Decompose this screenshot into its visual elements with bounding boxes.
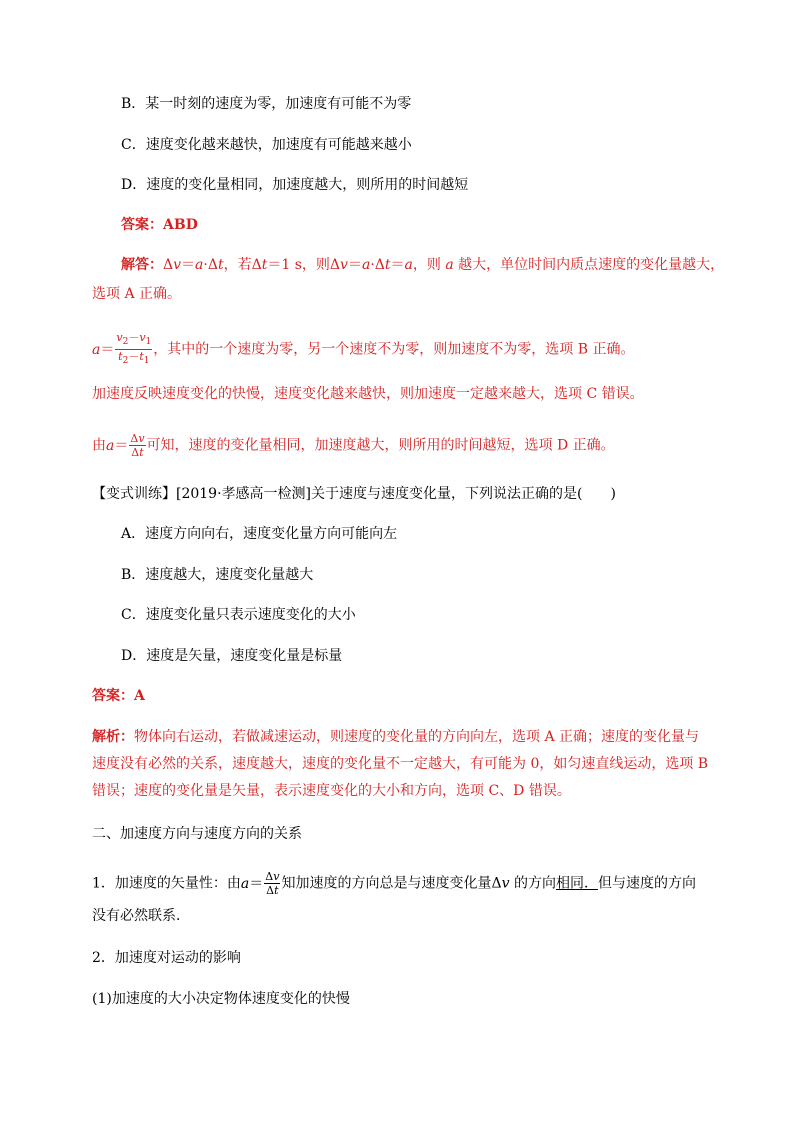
explanation-1-line-5: [92, 432, 615, 459]
underlined-answer: 相同．: [555, 875, 598, 892]
text-segment: 物体向右运动，若做减速运动，则速度的变化量的方向向左，选项 A 正确；速度的变化量与: [134, 729, 700, 745]
variant-option-b: B．速度越大，速度变化量越大: [121, 567, 314, 583]
variant-option-a: A．速度方向向右，速度变化量方向可能向左: [121, 526, 398, 542]
explanation-1-line-1: [121, 255, 724, 275]
section-item-2: 2．加速度对运动的影响: [92, 950, 241, 966]
variant-option-c: C．速度变化量只表示速度变化的大小: [121, 607, 356, 623]
section-item-2-1: (1)加速度的大小决定物体速度变化的快慢: [92, 991, 350, 1007]
answer-2: 答案：A: [92, 688, 145, 704]
option-d: D．速度的变化量相同，加速度越大，则所用的时间越短: [121, 177, 469, 193]
explanation-1-line-4: 加速度反映速度变化的快慢，速度变化越来越快，则加速度一定越来越大，选项 C 错误。: [92, 386, 644, 402]
text-segment: 知加速度的方向总是与速度变化量Δ: [281, 875, 502, 892]
formula-a-delta-2: a＝ $\frac{\Delta v}{\Delta t}$: [240, 870, 280, 897]
text-segment: ，单位时间内质点速度的变化量越大，: [486, 257, 725, 273]
section-item-1-line-2: 没有必然联系．: [92, 908, 190, 924]
formula-dv: Δv＝a·Δt: [163, 257, 224, 273]
variable-v: v: [501, 875, 510, 892]
formula-dt: Δt＝1 s，则Δv＝a·Δt＝a，则 a 越大: [251, 257, 487, 273]
text-segment: 可知，速度的变化量相同，加速度越大，则所用的时间越短，选项 D 正确。: [146, 437, 615, 454]
explanation-2-line-2: 速度没有必然的关系，速度越大，速度的变化量不一定越大，有可能为 0，如匀速直线运动，选项 B: [92, 756, 709, 772]
explanation-label: 解答：: [121, 257, 163, 273]
section-item-1: [92, 870, 696, 897]
explanation-2-label: 解析：: [92, 729, 134, 745]
text-segment: 的方向: [513, 875, 556, 892]
option-b: B．某一时刻的速度为零，加速度有可能不为零: [121, 96, 412, 112]
explanation-1-line-3: [92, 331, 634, 368]
variant-option-d: D．速度是矢量，速度变化量是标量: [121, 648, 343, 664]
explanation-2-line-1: [92, 727, 699, 747]
text-segment: ，若: [223, 257, 252, 273]
text-segment: 但与速度的方向: [597, 875, 696, 892]
text-segment: 1．加速度的矢量性：由: [92, 875, 241, 892]
text-segment: ，其中的一个速度为零，另一个速度不为零，则加速度不为零，选项 B 正确。: [153, 341, 635, 358]
formula-a-fraction: a＝ $\frac{v_2-v_1}{t_2-t_1}$: [92, 331, 152, 366]
explanation-1-line-2: 选项 A 正确。: [92, 286, 182, 302]
variant-title: 【变式训练】[2019·孝感高一检测]关于速度与速度变化量，下列说法正确的是( ): [92, 486, 616, 502]
explanation-2-line-3: 错误；速度的变化量是矢量，表示速度变化的大小和方向，选项 C、D 错误。: [92, 783, 571, 799]
option-c: C．速度变化越来越快，加速度有可能越来越小: [121, 137, 412, 153]
answer-1: 答案：ABD: [121, 217, 198, 233]
text-segment: 由: [92, 437, 106, 454]
section-heading: 二、加速度方向与速度方向的关系: [92, 826, 302, 842]
formula-a-delta: a＝ $\frac{\Delta v}{\Delta t}$: [106, 432, 145, 459]
